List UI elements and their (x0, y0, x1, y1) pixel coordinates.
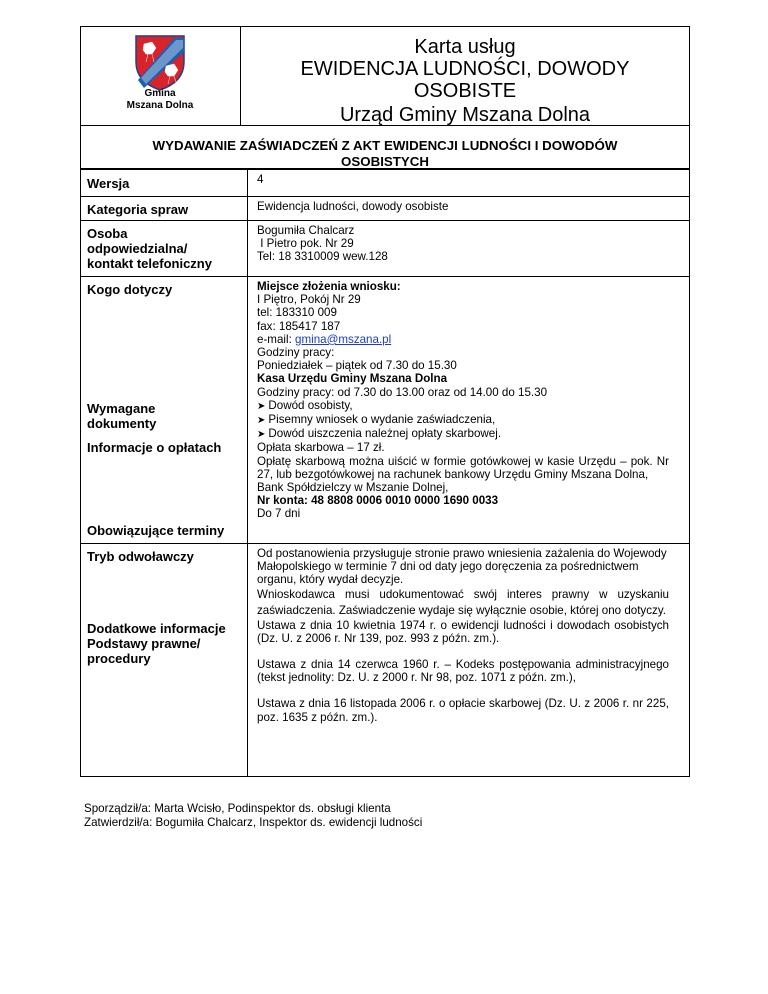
row-tryb (81, 544, 689, 776)
label-wymagane (87, 401, 156, 431)
label-terminy: Obowiązujące terminy (87, 523, 225, 538)
oplata-line2: Opłatę skarbową można uiścić w formie gotówkowej w kasie Urzędu – pok. Nr 27, lub bezgotówkowej na rachunek bankowy Urzędu Gminy Mszana Dolna, (257, 454, 669, 481)
doc-item-3-text: Dowód uiszczenia należnej opłaty skarbowej. (268, 427, 502, 441)
kogo-line1: I Piętro, Pokój Nr 29 (257, 293, 361, 307)
label-podstawy-line1: Podstawy prawne/ (87, 636, 201, 651)
logo-caption-line1: Gmina (144, 88, 176, 99)
arrow-bullet-icon: ➤ (257, 400, 266, 412)
row-wersja (81, 170, 689, 197)
section-title-line2: OSOBISTYCH (341, 154, 429, 169)
podstawa-3: Ustawa z dnia 16 listopada 2006 r. o opłacie skarbowej (Dz. U. z 2006 r. nr 225, poz. 1635 z późn. zm.). (257, 697, 669, 724)
title-line1: Karta usług (414, 36, 516, 58)
arrow-bullet-icon: ➤ (257, 429, 266, 441)
email-prefix: e-mail: (257, 332, 296, 346)
label-podstawy (87, 636, 200, 666)
tryb-text: Od postanowienia przysługuje stronie prawo wniesienia zażalenia do Wojewody Małopolskiego w terminie 7 dni od daty jego doręczenia za pośrednictwem organu, który wydał decyzje. (257, 547, 667, 587)
value-kogo-dotyczy (257, 280, 669, 521)
doc-item-2 (257, 413, 669, 427)
coat-of-arms-icon (130, 32, 190, 92)
osoba-name: Bogumiła Chalcarz (257, 224, 355, 237)
doc-item-2-text: Pisemny wniosek o wydanie zaświadczenia, (268, 413, 496, 427)
value-wersja: 4 (257, 173, 264, 186)
doc-item-1-text: Dowód osobisty, (268, 398, 353, 412)
podstawa-2: Ustawa z dnia 14 czerwca 1960 r. – Kodeks postępowania administracyjnego (tekst jednolity: Dz. U. z 2000 r. Nr 98, poz. 1071 z późn. zm.), (257, 658, 669, 685)
email-link[interactable]: gmina@mszana.pl (295, 332, 392, 346)
kogo-line5: Godziny pracy: (257, 346, 335, 360)
label-wymagane-line1: Wymagane (87, 401, 156, 416)
oplata-line3: Bank Spółdzielczy w Mszanie Dolnej, (257, 481, 449, 495)
logo-caption (90, 88, 230, 112)
value-tryb (257, 547, 669, 724)
doc-item-1 (257, 399, 669, 413)
miejsce-heading: Miejsce złożenia wniosku: (257, 280, 401, 293)
dodatkowe-text: Wnioskodawca musi udokumentować swój interes prawny w uzyskaniu zaświadczenia. Zaświadczenie wydaje się wyłącznie osobie, której ono dotyczy. (257, 587, 669, 617)
row-kogo-dotyczy (81, 277, 689, 544)
section-title-line1: WYDAWANIE ZAŚWIADCZEŃ Z AKT EWIDENCJI LUDNOŚCI I DOWODÓW (152, 138, 618, 153)
label-kategoria: Kategoria spraw (87, 202, 189, 217)
page-title (240, 36, 690, 126)
label-tryb: Tryb odwoławczy (87, 549, 194, 564)
kogo-line2: tel: 183310 009 (257, 306, 337, 320)
kogo-line3: fax: 185417 187 (257, 319, 341, 333)
title-line4: Urząd Gminy Mszana Dolna (339, 104, 591, 126)
label-kogo-dotyczy: Kogo dotyczy (87, 282, 173, 297)
doc-item-3 (257, 427, 669, 441)
osoba-phone: Tel: 18 3310009 wew.128 (257, 250, 388, 264)
label-dodatkowe: Dodatkowe informacje (87, 621, 226, 636)
label-wymagane-line2: dokumenty (87, 416, 157, 431)
osoba-room: I Pietro pok. Nr 29 (257, 237, 354, 251)
value-osoba (257, 224, 669, 264)
row-osoba (81, 221, 689, 277)
oplata-line1: Opłata skarbowa – 17 zł. (257, 441, 385, 455)
kogo-email-line (257, 333, 669, 346)
section-title (90, 138, 680, 170)
logo-caption-line2: Mszana Dolna (126, 100, 194, 111)
title-line2: EWIDENCJA LUDNOŚCI, DOWODY (300, 58, 630, 80)
label-osoba-line2: odpowiedzialna/ (87, 241, 188, 256)
footer-prepared-by: Sporządził/a: Marta Wcisło, Podinspektor ds. obsługi klienta (84, 802, 391, 815)
label-osoba (87, 226, 212, 271)
label-osoba-line3: kontakt telefoniczny (87, 256, 212, 271)
label-podstawy-line2: procedury (87, 651, 151, 666)
info-table (80, 169, 690, 777)
bank-account: Nr konta: 48 8808 0006 0010 0000 1690 0033 (257, 494, 499, 508)
kogo-line8: Godziny pracy: od 7.30 do 13.00 oraz od 14.00 do 15.30 (257, 385, 548, 399)
title-line3: OSOBISTE (413, 80, 517, 102)
label-osoba-line1: Osoba (87, 226, 128, 241)
label-oplaty: Informacje o opłatach (87, 440, 222, 455)
row-kategoria (81, 197, 689, 221)
footer (84, 802, 422, 830)
footer-approved-by: Zatwierdził/a: Bogumiła Chalcarz, Inspektor ds. ewidencji ludności (84, 816, 423, 829)
kasa-heading: Kasa Urzędu Gminy Mszana Dolna (257, 372, 448, 386)
arrow-bullet-icon: ➤ (257, 415, 266, 427)
kogo-line6: Poniedziałek – piątek od 7.30 do 15.30 (257, 359, 457, 373)
podstawa-1: Ustawa z dnia 10 kwietnia 1974 r. o ewidencji ludności i dowodach osobistych (Dz. U. z 2006 r. Nr 139, poz. 993 z późn. zm.). (257, 618, 669, 645)
value-terminy: Do 7 dni (257, 507, 301, 521)
value-kategoria: Ewidencja ludności, dowody osobiste (257, 200, 449, 213)
label-wersja: Wersja (87, 176, 130, 191)
